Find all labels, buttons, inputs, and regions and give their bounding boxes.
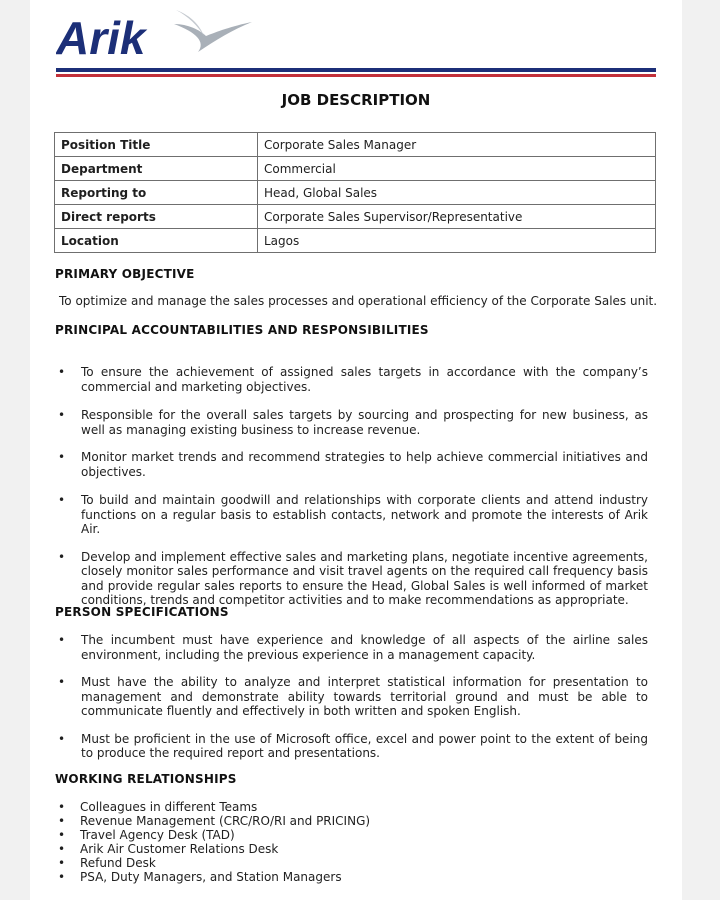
row-value: Corporate Sales Manager	[258, 133, 656, 157]
bullet-icon: •	[58, 549, 66, 564]
list-item-text: To build and maintain goodwill and relationships with corporate clients and attend industry functions on a regular basis to establish contacts, network and promote the interests of Arik Air.	[81, 493, 648, 536]
list-item	[54, 365, 648, 394]
header-rule-red	[56, 74, 656, 77]
bullet-icon: •	[58, 450, 66, 464]
table-row	[55, 229, 656, 253]
person-specs-heading: PERSON SPECIFICATIONS	[55, 605, 229, 619]
primary-objective-heading: PRIMARY OBJECTIVE	[55, 267, 195, 281]
list-item	[54, 550, 648, 608]
table-row	[55, 133, 656, 157]
list-item	[54, 408, 648, 437]
header-rule-blue	[56, 68, 656, 72]
row-label: Department	[55, 157, 258, 181]
row-label: Position Title	[55, 133, 258, 157]
list-item-text: Arik Air Customer Relations Desk	[80, 842, 279, 856]
list-item-text: PSA, Duty Managers, and Station Managers	[80, 870, 342, 884]
document-title: JOB DESCRIPTION	[281, 91, 431, 109]
list-item	[54, 493, 648, 537]
bullet-icon: •	[58, 493, 66, 507]
list-item	[54, 633, 648, 662]
row-label: Direct reports	[55, 205, 258, 229]
document-page	[30, 0, 682, 900]
table-row	[55, 205, 656, 229]
list-item-text: Refund Desk	[80, 856, 156, 870]
bullet-icon: •	[58, 365, 66, 379]
list-item	[54, 814, 370, 828]
list-item-text: The incumbent must have experience and knowledge of all aspects of the airline sales environment, including the previous experience in a management capacity.	[81, 633, 648, 662]
working-relationships-list	[54, 800, 370, 884]
list-item-text: Develop and implement effective sales and marketing plans, negotiate incentive agreements, closely monitor sales performance and visit travel agents on the required call frequency basis and provide regular sales reports to ensure the Head, Global Sales is well informed of market conditions, trends and competitor activities and to make recommendations as appropriate.	[81, 549, 648, 607]
list-item-text: Must be proficient in the use of Microsoft office, excel and power point to the extent of being to produce the required report and presentations.	[81, 731, 648, 760]
list-item-text: Colleagues in different Teams	[80, 800, 258, 814]
row-value: Corporate Sales Supervisor/Representative	[258, 205, 656, 229]
list-item	[54, 870, 370, 884]
bullet-icon: •	[58, 633, 66, 647]
list-item	[54, 842, 370, 856]
bullet-icon: •	[58, 814, 66, 828]
accountabilities-heading: PRINCIPAL ACCOUNTABILITIES AND RESPONSIBILITIES	[55, 323, 429, 337]
row-value: Lagos	[258, 229, 656, 253]
row-label: Reporting to	[55, 181, 258, 205]
bullet-icon: •	[58, 675, 66, 689]
list-item	[54, 675, 648, 719]
position-info-table	[54, 132, 656, 253]
working-relationships-heading: WORKING RELATIONSHIPS	[55, 772, 237, 786]
bullet-icon: •	[58, 800, 66, 814]
primary-objective-text: To optimize and manage the sales processes and operational efficiency of the Corporate Sales unit.	[59, 294, 658, 308]
list-item-text: Monitor market trends and recommend strategies to help achieve commercial initiatives and objectives.	[81, 450, 648, 479]
list-item	[54, 828, 370, 842]
bullet-icon: •	[58, 842, 66, 856]
bullet-icon: •	[58, 408, 66, 422]
table-row	[55, 181, 656, 205]
list-item-text: Travel Agency Desk (TAD)	[80, 828, 235, 842]
row-value: Head, Global Sales	[258, 181, 656, 205]
list-item-text: Responsible for the overall sales targets by sourcing and prospecting for new business, as well as managing existing business to increase revenue.	[81, 408, 648, 437]
list-item-text: Must have the ability to analyze and interpret statistical information for presentation to management and demonstrate ability towards territorial ground and must be able to communicate fluently and effectively in both written and spoken English.	[81, 675, 648, 718]
list-item-text: To ensure the achievement of assigned sales targets in accordance with the company’s commercial and marketing objectives.	[81, 365, 648, 394]
list-item	[54, 450, 648, 479]
bullet-icon: •	[58, 731, 66, 746]
bullet-icon: •	[58, 870, 66, 884]
person-specs-list	[54, 633, 648, 761]
row-label: Location	[55, 229, 258, 253]
list-item-text: Revenue Management (CRC/RO/RI and PRICING)	[80, 814, 371, 828]
bullet-icon: •	[58, 856, 66, 870]
row-value: Commercial	[258, 157, 656, 181]
svg-text:Arik: Arik	[56, 12, 146, 62]
list-item	[54, 732, 648, 761]
list-item	[54, 856, 370, 870]
table-row	[55, 157, 656, 181]
list-item	[54, 800, 370, 814]
arik-logo	[56, 6, 256, 62]
bullet-icon: •	[58, 828, 66, 842]
accountabilities-list	[54, 365, 648, 608]
